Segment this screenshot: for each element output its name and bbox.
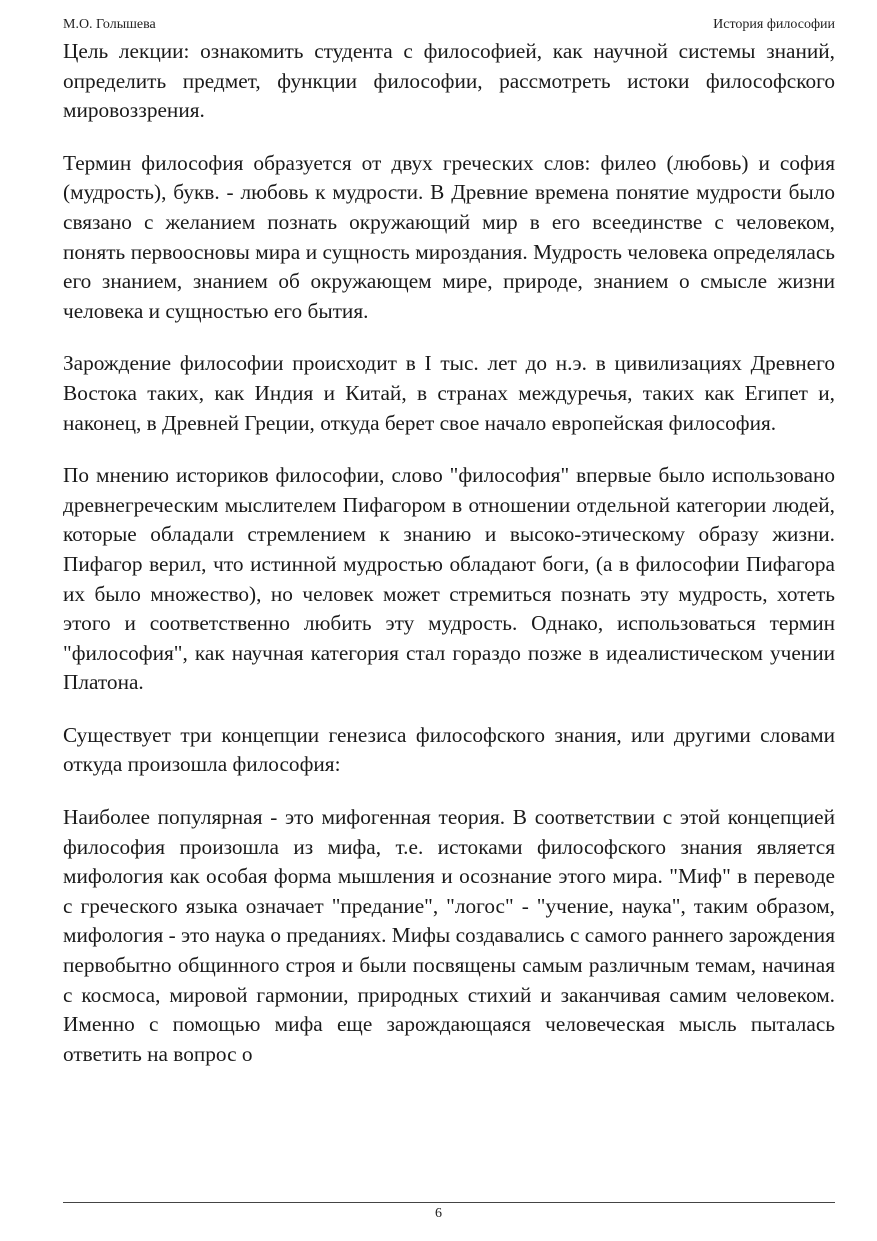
- paragraph-mythogenic-theory: Наиболее популярная - это мифогенная теория. В соответствии с этой концепцией философия произошла из мифа, т.е. истоками философского знания является мифология как особая форма мышления и осознание этого мира. "Миф" в переводе с греческого языка означает "предание", "логос" - "учение, наука", таким образом, мифология - это наука о преданиях. Мифы создавались с самого раннего зарождения первобытно общинного строя и были посвящены самым различным темам, начиная с космоса, мировой гармонии, природных стихий и заканчивая самим человеком. Именно с помощью мифа еще зарождающаяся человеческая мысль пыталась ответить на вопрос о: [63, 805, 835, 1066]
- paragraph-three-concepts: Существует три концепции генезиса философского знания, или другими словами откуда произошла философия:: [63, 722, 835, 777]
- paragraph-origins: Зарождение философии происходит в I тыс. лет до н.э. в цивилизациях Древнего Востока таких, как Индия и Китай, в странах междуречья, таких как Египет и, наконец, в Древней Греции, откуда берет свое начало европейская философия.: [63, 351, 835, 435]
- footer-divider: [63, 1202, 835, 1203]
- paragraph-pythagoras: По мнению историков философии, слово "философия" впервые было использовано древнегреческим мыслителем Пифагором в отношении отдельной категории людей, которые обладали стремлением к знанию и высоко-этическому образу жизни. Пифагор верил, что истинной мудростью обладают боги, (а в философии Пифагора их было множество), но человек может стремиться познать эту мудрость, хотеть этого и соответственно любить эту мудрость. Однако, использоваться термин "философия", как научная категория стал гораздо позже в идеалистическом учении Платона.: [63, 463, 835, 695]
- paragraph-lecture-goal: Цель лекции: ознакомить студента с философией, как научной системы знаний, определить предмет, функции философии, рассмотреть истоки философского мировоззрения.: [63, 39, 835, 123]
- page-number: 6: [435, 1206, 442, 1221]
- header-title: История философии: [713, 17, 835, 32]
- header-author: М.О. Голышева: [63, 17, 156, 32]
- page-header: [63, 16, 835, 34]
- paragraph-term-definition: Термин философия образуется от двух греческих слов: филео (любовь) и софия (мудрость), букв. - любовь к мудрости. В Древние времена понятие мудрости было связано с желанием познать окружающий мир в его всеединстве с человеком, понять первоосновы мира и сущность мироздания. Мудрость человека определялась его знанием, знанием об окружающем мире, природе, знанием о смысле жизни человека и сущностью его бытия.: [63, 150, 835, 323]
- document-body: [63, 37, 835, 1069]
